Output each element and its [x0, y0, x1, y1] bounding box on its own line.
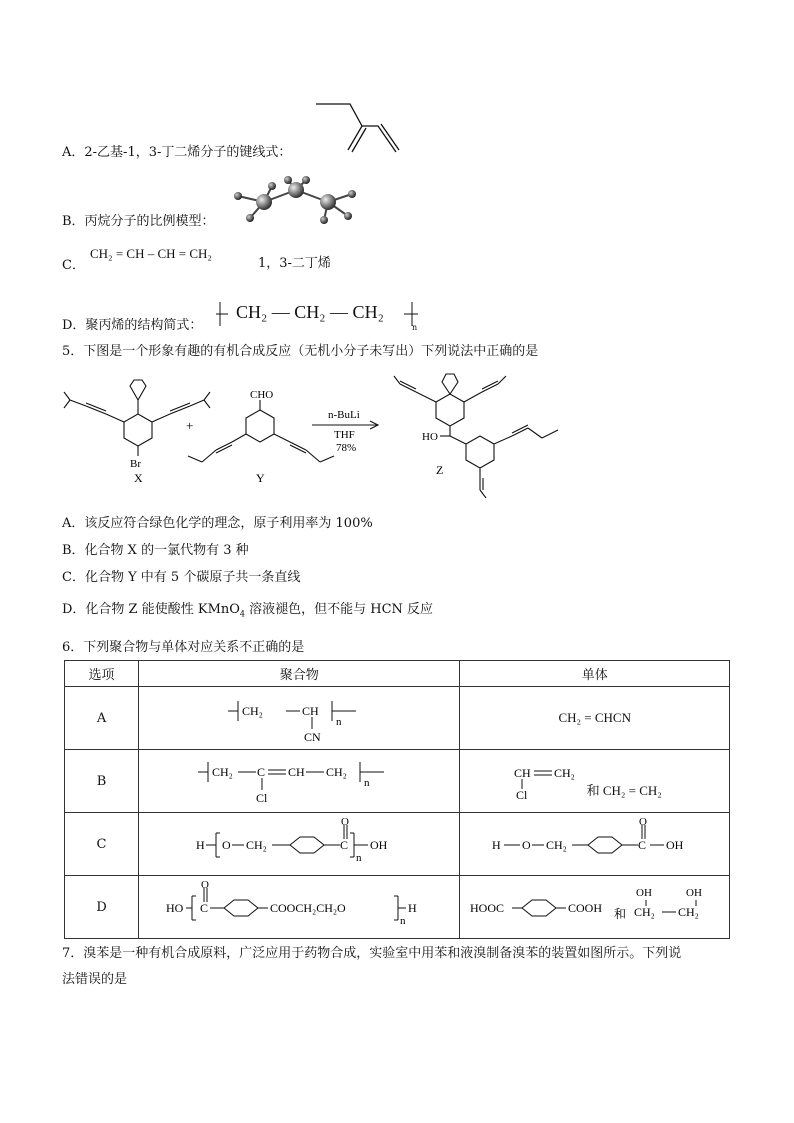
table-row: [65, 813, 730, 876]
svg-text:OH: OH: [665, 838, 684, 852]
table-row: [65, 687, 730, 750]
scheme-reagent-1: n-BuLi: [328, 409, 360, 421]
monomer-and-ethylene: 和 CH₂ = CH₂: [586, 782, 662, 798]
row-option: B: [65, 750, 139, 813]
svg-text:CH₂: CH₂: [326, 765, 348, 779]
q4-option-c-prefix: C．: [62, 258, 85, 273]
row-option: D: [65, 876, 139, 939]
scheme-label-z: Z: [436, 463, 444, 477]
q5-stem: 5．下图是一个形象有趣的有机合成反应（无机小分子未写出）下列说法中正确的是: [62, 344, 539, 359]
q7-line-2: 法错误的是: [62, 972, 128, 987]
svg-text:n: n: [356, 852, 362, 864]
svg-text:H: H: [408, 901, 417, 915]
svg-text:COOH: COOH: [567, 901, 602, 915]
polyester-c-structure: [194, 815, 404, 869]
scheme-label-y: Y: [256, 471, 265, 485]
svg-text:CH₂: CH₂: [212, 765, 234, 779]
polymer-cell: [139, 813, 460, 876]
svg-text:OH: OH: [685, 887, 702, 899]
q5-option-b: B．化合物 X 的一氯代物有 3 种: [62, 543, 249, 558]
svg-text:HOOC: HOOC: [469, 901, 504, 915]
svg-text:C: C: [340, 838, 349, 852]
pet-structure: [164, 878, 434, 932]
q6-stem: 6．下列聚合物与单体对应关系不正确的是: [62, 640, 305, 655]
q7-line-1: 7．溴苯是一种有机合成原料，广泛应用于药物合成，实验室中用苯和液溴制备溴苯的装置如图所示。下列说: [62, 946, 682, 961]
monomer-and-glycol: 和: [613, 907, 626, 921]
svg-text:CH₂: CH₂: [677, 905, 699, 919]
svg-text:HO: HO: [166, 901, 184, 915]
svg-text:OH: OH: [370, 838, 388, 852]
svg-text:Cl: Cl: [516, 788, 528, 801]
svg-text:n: n: [400, 915, 406, 927]
q4-option-a: A．2-乙基-1，3-丁二烯分子的键线式：: [62, 145, 292, 160]
table-row: [65, 750, 730, 813]
q5-option-c: C．化合物 Y 中有 5 个碳原子共一条直线: [62, 570, 301, 585]
svg-text:O: O: [521, 838, 531, 852]
reaction-scheme: [62, 370, 642, 498]
scheme-plus: +: [186, 418, 194, 433]
q5-option-a: A．该反应符合绿色化学的理念，原子利用率为 100%: [62, 516, 373, 531]
svg-text:O: O: [638, 816, 647, 828]
svg-text:O: O: [341, 816, 350, 828]
vinyl-chloride-structure: [512, 761, 582, 801]
table-row: [65, 876, 730, 939]
polymer-cell: [139, 687, 460, 750]
butadiene-formula: CH₂ = CH – CH = CH₂: [90, 246, 212, 261]
svg-text:O: O: [201, 879, 210, 891]
scheme-yield: 78%: [336, 442, 357, 454]
monomer-d-structure: [468, 878, 722, 932]
q4-option-d: D．聚丙烯的结构简式：: [62, 318, 203, 333]
q5-option-d: D．化合物 Z 能使酸性 KMnO$_4$ 溶液褪色，但不能与 HCN 反应: [62, 602, 434, 619]
svg-text:C: C: [257, 765, 266, 779]
svg-text:CH: CH: [302, 704, 319, 718]
scheme-cho: CHO: [250, 389, 274, 401]
svg-text:CH: CH: [288, 765, 305, 779]
monomer-cell: [460, 876, 730, 939]
polymer-n: n: [412, 323, 418, 332]
table-header-row: [65, 661, 730, 687]
monomer-cell: [460, 813, 730, 876]
svg-text:CH₂: CH₂: [545, 838, 567, 852]
q4-option-b: B．丙烷分子的比例模型：: [62, 214, 215, 229]
monomer-cell: [460, 750, 730, 813]
svg-text:O: O: [222, 838, 231, 852]
svg-text:n: n: [364, 777, 370, 789]
svg-text:CH₂: CH₂: [242, 704, 264, 718]
svg-text:H: H: [196, 838, 205, 852]
svg-text:CH: CH: [514, 766, 532, 780]
polychloroprene-structure: [194, 752, 404, 806]
scheme-ho: HO: [422, 431, 438, 443]
scheme-label-x: X: [134, 471, 143, 485]
row-option: C: [65, 813, 139, 876]
svg-text:CH₂: CH₂: [554, 766, 576, 780]
q4-option-c-name: 1，3-二丁烯: [258, 256, 331, 271]
polymer-cell: [139, 876, 460, 939]
polyacrylonitrile-structure: [224, 689, 374, 743]
scheme-br: Br: [130, 458, 141, 470]
header-polymer: 聚合物: [139, 661, 460, 687]
header-monomer: 单体: [460, 661, 730, 687]
svg-text:CH₂: CH₂: [633, 905, 655, 919]
svg-text:C: C: [200, 901, 209, 915]
monomer-c-structure: [490, 815, 700, 869]
row-option: A: [65, 687, 139, 750]
monomer-cell: CH₂ = CHCN: [460, 687, 730, 750]
polypropylene-formula: CH₂ — CH₂ — CH₂: [236, 302, 384, 322]
svg-text:CH₂: CH₂: [246, 838, 268, 852]
polymer-cell: [139, 750, 460, 813]
q6-table: [64, 660, 730, 939]
svg-text:CN: CN: [304, 730, 321, 743]
svg-text:OH: OH: [635, 887, 652, 899]
svg-text:H: H: [491, 838, 501, 852]
svg-text:Cl: Cl: [256, 791, 268, 805]
svg-text:C: C: [637, 838, 646, 852]
svg-text:COOCH₂CH₂O: COOCH₂CH₂O: [270, 901, 346, 915]
scheme-reagent-2: THF: [334, 429, 355, 441]
header-option: 选项: [65, 661, 139, 687]
ethyl-butadiene-skeletal: [310, 96, 410, 158]
propane-model: [228, 176, 363, 228]
svg-text:n: n: [336, 716, 342, 728]
